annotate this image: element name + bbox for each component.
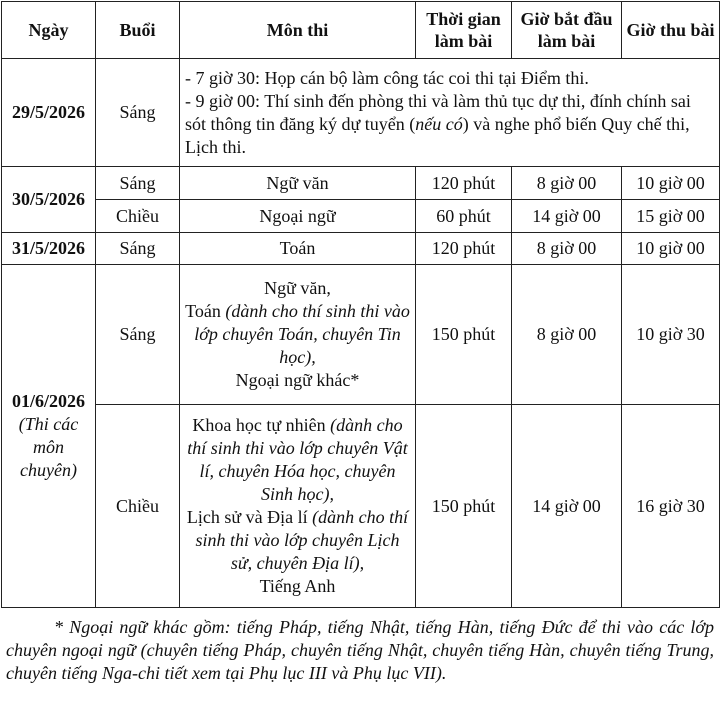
exam-schedule-table <box>1 1 720 608</box>
start-cell: 8 giờ 00 <box>512 265 622 405</box>
table-row <box>2 200 720 233</box>
subject-cell <box>180 265 416 405</box>
session-cell: Sáng <box>96 265 180 405</box>
date-value: 01/6/2026 <box>11 391 85 411</box>
subject-line: Ngữ văn, <box>264 278 331 298</box>
note-text: - 9 giờ 00: Thí sinh đến phòng thi và làm thủ tục dự thi, đính chính sai sót thông tin đăng ký dự tuyển ( <box>185 90 691 134</box>
session-cell: Chiều <box>96 405 180 608</box>
end-cell: 10 giờ 00 <box>622 233 720 265</box>
subject-line: Tiếng Anh <box>259 576 336 596</box>
date-cell: 31/5/2026 <box>2 233 96 265</box>
note-italic: nếu có <box>415 113 463 134</box>
start-cell: 14 giờ 00 <box>512 405 622 608</box>
session-cell: Sáng <box>96 233 180 265</box>
start-cell: 8 giờ 00 <box>512 233 622 265</box>
subject-cell <box>180 405 416 608</box>
footnote: * Ngoại ngữ khác gồm: tiếng Pháp, tiếng Nhật, tiếng Hàn, tiếng Đức để thi vào các lớp chuyên ngoại ngữ (chuyên tiếng Pháp, chuyên tiếng Nhật, chuyên tiếng Hàn, chuyên tiếng Trung, chuyên tiếng Nga-chi tiết xem tại Phụ lục III và Phụ lục VII). <box>6 617 714 683</box>
start-cell: 14 giờ 00 <box>512 200 622 233</box>
session-cell: Sáng <box>96 59 180 167</box>
header-gio-bat-dau: Giờ bắt đầu làm bài <box>512 2 622 59</box>
preparation-notes <box>180 59 720 167</box>
table-row <box>2 265 720 405</box>
subject-line: Ngoại ngữ khác* <box>235 370 360 390</box>
header-thoi-gian: Thời gian làm bài <box>416 2 512 59</box>
note-text: ) và nghe phổ biến Quy chế thi, Lịch thi. <box>185 113 690 157</box>
header-row <box>2 2 720 59</box>
end-cell: 10 giờ 30 <box>622 265 720 405</box>
note-line-2 <box>185 90 714 159</box>
header-gio-thu: Giờ thu bài <box>622 2 720 59</box>
date-cell: 29/5/2026 <box>2 59 96 167</box>
end-cell: 15 giờ 00 <box>622 200 720 233</box>
note-line-1: - 7 giờ 30: Họp cán bộ làm công tác coi thi tại Điểm thi. <box>185 67 589 88</box>
table-row <box>2 405 720 608</box>
subject-cell: Ngữ văn <box>180 167 416 200</box>
subject-cell: Ngoại ngữ <box>180 200 416 233</box>
subject-note: (dành cho thí sinh thi vào lớp chuyên Toán, chuyên Tin học), <box>194 301 410 367</box>
header-mon-thi: Môn thi <box>180 2 416 59</box>
duration-cell: 60 phút <box>416 200 512 233</box>
subject-text: Lịch sử và Địa lí <box>186 507 308 527</box>
subject-note: (dành cho thí sinh thi vào lớp chuyên Lịch sử, chuyên Địa lí), <box>195 507 409 573</box>
subject-text: Toán <box>185 301 221 321</box>
duration-cell: 120 phút <box>416 233 512 265</box>
end-cell: 16 giờ 30 <box>622 405 720 608</box>
table-row <box>2 59 720 167</box>
session-cell: Chiều <box>96 200 180 233</box>
date-cell: 30/5/2026 <box>2 167 96 233</box>
subject-note: (dành cho thí sinh thi vào lớp chuyên Vật lí, chuyên Hóa học, chuyên Sinh học), <box>187 415 408 504</box>
subject-line <box>184 300 411 369</box>
start-cell: 8 giờ 00 <box>512 167 622 200</box>
table-row <box>2 167 720 200</box>
session-cell: Sáng <box>96 167 180 200</box>
duration-cell: 150 phút <box>416 265 512 405</box>
duration-cell: 120 phút <box>416 167 512 200</box>
header-buoi: Buổi <box>96 2 180 59</box>
subject-text: Khoa học tự nhiên <box>192 415 326 435</box>
end-cell: 10 giờ 00 <box>622 167 720 200</box>
subject-line <box>184 414 411 506</box>
header-ngay: Ngày <box>2 2 96 59</box>
date-note: (Thi các môn chuyên) <box>18 414 79 480</box>
subject-cell: Toán <box>180 233 416 265</box>
subject-line <box>184 506 411 575</box>
date-cell <box>2 265 96 608</box>
duration-cell: 150 phút <box>416 405 512 608</box>
table-row <box>2 233 720 265</box>
